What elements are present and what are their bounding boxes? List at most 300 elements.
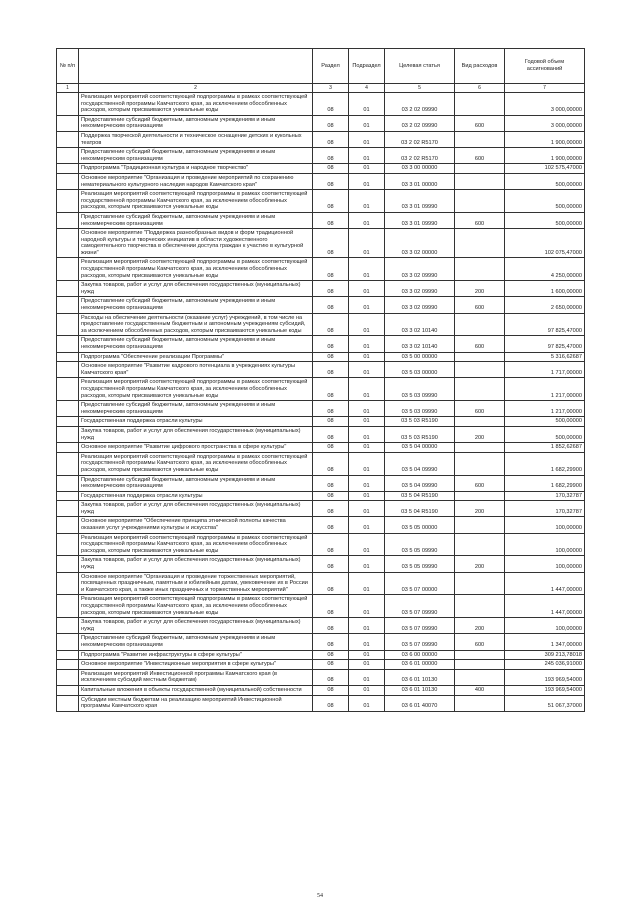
table-row [57, 517, 585, 533]
table-row [57, 650, 585, 660]
row-num-cell [57, 417, 79, 427]
row-razdel-cell: 08 [313, 556, 349, 572]
row-vr-cell: 200 [455, 556, 505, 572]
row-sum-cell: 500,00000 [505, 426, 585, 442]
row-name-cell: Основное мероприятие "Развитие цифрового пространства в сфере культуры" [79, 443, 313, 453]
row-num-cell [57, 491, 79, 501]
row-csr-cell: 03 5 03 09990 [385, 378, 455, 401]
row-vr-cell: 600 [455, 401, 505, 417]
table-row [57, 695, 585, 711]
col-number: 7 [505, 84, 585, 93]
table-row [57, 669, 585, 685]
row-razdel-cell: 08 [313, 443, 349, 453]
row-razdel-cell: 08 [313, 452, 349, 475]
col-number: 4 [349, 84, 385, 93]
row-csr-cell: 03 3 00 00000 [385, 164, 455, 174]
row-name-cell: Предоставление субсидий бюджетным, автономным учреждениям и иным некоммерческим организациям [79, 212, 313, 228]
row-name-cell: Государственная поддержка отрасли культуры [79, 417, 313, 427]
row-vr-cell [455, 258, 505, 281]
row-num-cell [57, 148, 79, 164]
row-csr-cell: 03 3 01 09990 [385, 190, 455, 213]
row-name-cell: Реализация мероприятий соответствующей подпрограммы в рамках соответствующей государственной программы Камчатского края, за исключением обособленных расходов, которым присваиваются уникальные коды [79, 190, 313, 213]
row-csr-cell: 03 5 07 00000 [385, 572, 455, 595]
row-vr-cell [455, 650, 505, 660]
row-sum-cell: 1 900,00000 [505, 131, 585, 147]
row-name-cell: Поддержка творческой деятельности и техническое оснащение детских и кукольных театров [79, 131, 313, 147]
table-row [57, 148, 585, 164]
row-csr-cell: 03 3 02 10140 [385, 336, 455, 352]
row-num-cell [57, 517, 79, 533]
row-razdel-cell: 08 [313, 417, 349, 427]
header-csr: Целевая статья [385, 49, 455, 84]
row-razdel-cell: 08 [313, 281, 349, 297]
row-csr-cell: 03 5 03 09990 [385, 401, 455, 417]
row-csr-cell: 03 5 05 09990 [385, 533, 455, 556]
row-sum-cell: 1 447,00000 [505, 572, 585, 595]
table-row [57, 533, 585, 556]
row-razdel-cell: 08 [313, 685, 349, 695]
row-name-cell: Предоставление субсидий бюджетным, автономным учреждениям и иным некоммерческим организациям [79, 475, 313, 491]
row-podrazdel-cell: 01 [349, 417, 385, 427]
row-podrazdel-cell: 01 [349, 595, 385, 618]
row-razdel-cell: 08 [313, 173, 349, 189]
row-vr-cell: 600 [455, 634, 505, 650]
row-num-cell [57, 618, 79, 634]
row-csr-cell: 03 6 00 00000 [385, 650, 455, 660]
row-razdel-cell: 08 [313, 660, 349, 670]
row-vr-cell [455, 695, 505, 711]
row-podrazdel-cell: 01 [349, 475, 385, 491]
budget-table [56, 48, 585, 712]
row-num-cell [57, 378, 79, 401]
row-podrazdel-cell: 01 [349, 297, 385, 313]
table-row [57, 336, 585, 352]
row-razdel-cell: 08 [313, 695, 349, 711]
row-razdel-cell: 08 [313, 669, 349, 685]
row-num-cell [57, 401, 79, 417]
row-podrazdel-cell: 01 [349, 685, 385, 695]
table-row [57, 229, 585, 258]
table-row [57, 426, 585, 442]
row-num-cell [57, 313, 79, 336]
row-name-cell: Основное мероприятие "Организация и проведение торжественных мероприятий, посвященных праздничным, памятным и юбилейным датам, увековечение их в России и Камчатского края, а также иных праздничных и торжественных мероприятий" [79, 572, 313, 595]
row-name-cell: Закупка товаров, работ и услуг для обеспечения государственных (муниципальных) нужд [79, 281, 313, 297]
row-num-cell [57, 352, 79, 362]
row-vr-cell: 400 [455, 685, 505, 695]
row-name-cell: Реализация мероприятий соответствующей подпрограммы в рамках соответствующей государственной программы Камчатского края, за исключением обособленных расходов, которым присваиваются уникальные коды [79, 378, 313, 401]
row-sum-cell: 1 682,29900 [505, 452, 585, 475]
row-csr-cell: 03 5 07 09990 [385, 618, 455, 634]
row-vr-cell [455, 595, 505, 618]
row-num-cell [57, 362, 79, 378]
row-num-cell [57, 669, 79, 685]
row-name-cell: Реализация мероприятий соответствующей подпрограммы в рамках соответствующей государственной программы Камчатского края, за исключением обособленных расходов, которым присваиваются уникальные коды [79, 452, 313, 475]
row-podrazdel-cell: 01 [349, 173, 385, 189]
row-num-cell [57, 650, 79, 660]
row-razdel-cell: 08 [313, 352, 349, 362]
table-row [57, 634, 585, 650]
row-podrazdel-cell: 01 [349, 426, 385, 442]
row-name-cell: Субсидии местным бюджетам на реализацию мероприятий Инвестиционной программы Камчатского края [79, 695, 313, 711]
row-name-cell: Закупка товаров, работ и услуг для обеспечения государственных (муниципальных) нужд [79, 556, 313, 572]
header-podrazdel: Подраздел [349, 49, 385, 84]
row-name-cell: Государственная поддержка отрасли культуры [79, 491, 313, 501]
row-razdel-cell: 08 [313, 229, 349, 258]
table-row [57, 190, 585, 213]
row-csr-cell: 03 5 05 09990 [385, 556, 455, 572]
table-row [57, 164, 585, 174]
row-num-cell [57, 426, 79, 442]
row-razdel-cell: 08 [313, 313, 349, 336]
row-podrazdel-cell: 01 [349, 258, 385, 281]
row-vr-cell [455, 533, 505, 556]
row-vr-cell: 600 [455, 148, 505, 164]
row-csr-cell: 03 5 07 09990 [385, 595, 455, 618]
row-vr-cell [455, 517, 505, 533]
row-podrazdel-cell: 01 [349, 650, 385, 660]
row-podrazdel-cell: 01 [349, 281, 385, 297]
row-csr-cell: 03 3 02 00000 [385, 229, 455, 258]
row-name-cell: Подпрограмма "Обеспечение реализации Программы" [79, 352, 313, 362]
row-csr-cell: 03 5 00 00000 [385, 352, 455, 362]
row-sum-cell: 100,00000 [505, 533, 585, 556]
row-name-cell: Реализация мероприятий соответствующей подпрограммы в рамках соответствующей государственной программы Камчатского края, за исключением обособленных расходов, которым присваиваются уникальные коды [79, 93, 313, 116]
row-name-cell: Капитальные вложения в объекты государственной (муниципальной) собственности [79, 685, 313, 695]
table-row [57, 93, 585, 116]
row-vr-cell [455, 131, 505, 147]
row-num-cell [57, 164, 79, 174]
row-csr-cell: 03 5 04 R5190 [385, 491, 455, 501]
row-num-cell [57, 501, 79, 517]
row-name-cell: Основное мероприятие "Инвестиционные мероприятия в сфере культуры" [79, 660, 313, 670]
row-name-cell: Закупка товаров, работ и услуг для обеспечения государственных (муниципальных) нужд [79, 618, 313, 634]
header-sum: Годовой объем ассигнований [505, 49, 585, 84]
table-row [57, 401, 585, 417]
row-sum-cell: 1 217,00000 [505, 378, 585, 401]
row-csr-cell: 03 5 04 R5190 [385, 501, 455, 517]
row-csr-cell: 03 6 01 40070 [385, 695, 455, 711]
row-sum-cell: 193 969,54000 [505, 669, 585, 685]
table-row [57, 115, 585, 131]
row-razdel-cell: 08 [313, 533, 349, 556]
row-sum-cell: 1 852,62687 [505, 443, 585, 453]
row-razdel-cell: 08 [313, 650, 349, 660]
row-num-cell [57, 660, 79, 670]
budget-sheet [56, 48, 584, 712]
row-csr-cell: 03 5 07 09990 [385, 634, 455, 650]
row-num-cell [57, 556, 79, 572]
row-sum-cell: 170,32787 [505, 501, 585, 517]
row-podrazdel-cell: 01 [349, 669, 385, 685]
row-sum-cell: 500,00000 [505, 417, 585, 427]
row-sum-cell: 1 717,00000 [505, 362, 585, 378]
row-name-cell: Подпрограмма "Развитие инфраструктуры в сфере культуры" [79, 650, 313, 660]
header-vr: Вид расходов [455, 49, 505, 84]
row-podrazdel-cell: 01 [349, 212, 385, 228]
row-vr-cell: 600 [455, 336, 505, 352]
row-csr-cell: 03 5 03 R5190 [385, 426, 455, 442]
row-name-cell: Основное мероприятие "Организация и проведение мероприятий по сохранению нематериального культурного наследия народов Камчатского края" [79, 173, 313, 189]
row-name-cell: Предоставление субсидий бюджетным, автономным учреждениям и иным некоммерческим организациям [79, 401, 313, 417]
row-num-cell [57, 533, 79, 556]
row-razdel-cell: 08 [313, 378, 349, 401]
header-name [79, 49, 313, 84]
row-name-cell: Реализация мероприятий Инвестиционной программы Камчатского края (в исключением субсидий местным бюджетам) [79, 669, 313, 685]
table-row [57, 313, 585, 336]
row-vr-cell [455, 164, 505, 174]
header-razdel: Раздел [313, 49, 349, 84]
row-vr-cell [455, 660, 505, 670]
table-row [57, 417, 585, 427]
row-num-cell [57, 131, 79, 147]
row-vr-cell: 600 [455, 212, 505, 228]
table-row [57, 212, 585, 228]
row-sum-cell: 170,32787 [505, 491, 585, 501]
row-razdel-cell: 08 [313, 401, 349, 417]
row-razdel-cell: 08 [313, 131, 349, 147]
row-num-cell [57, 695, 79, 711]
row-csr-cell: 03 3 02 09990 [385, 297, 455, 313]
row-sum-cell: 102 075,47000 [505, 229, 585, 258]
row-num-cell [57, 115, 79, 131]
row-num-cell [57, 297, 79, 313]
table-row [57, 297, 585, 313]
row-csr-cell: 03 5 03 00000 [385, 362, 455, 378]
row-csr-cell: 03 3 02 09990 [385, 258, 455, 281]
row-podrazdel-cell: 01 [349, 164, 385, 174]
row-razdel-cell: 08 [313, 475, 349, 491]
row-sum-cell: 100,00000 [505, 517, 585, 533]
row-num-cell [57, 572, 79, 595]
table-body [57, 93, 585, 712]
row-csr-cell: 03 5 04 09990 [385, 452, 455, 475]
row-num-cell [57, 173, 79, 189]
col-number: 5 [385, 84, 455, 93]
row-sum-cell: 100,00000 [505, 618, 585, 634]
row-podrazdel-cell: 01 [349, 190, 385, 213]
col-number: 2 [79, 84, 313, 93]
row-vr-cell [455, 452, 505, 475]
table-row [57, 475, 585, 491]
row-podrazdel-cell: 01 [349, 336, 385, 352]
row-podrazdel-cell: 01 [349, 362, 385, 378]
row-sum-cell: 100,00000 [505, 556, 585, 572]
row-csr-cell: 03 3 01 00000 [385, 173, 455, 189]
row-podrazdel-cell: 01 [349, 634, 385, 650]
row-csr-cell: 03 2 02 R5170 [385, 148, 455, 164]
row-vr-cell: 600 [455, 475, 505, 491]
row-num-cell [57, 336, 79, 352]
table-row [57, 556, 585, 572]
row-num-cell [57, 93, 79, 116]
col-number: 1 [57, 84, 79, 93]
row-vr-cell [455, 572, 505, 595]
row-num-cell [57, 229, 79, 258]
row-csr-cell: 03 5 04 09990 [385, 475, 455, 491]
row-csr-cell: 03 5 03 R5190 [385, 417, 455, 427]
row-sum-cell: 3 000,00000 [505, 93, 585, 116]
row-razdel-cell: 08 [313, 190, 349, 213]
page-number: 54 [317, 893, 323, 899]
row-name-cell: Предоставление субсидий бюджетным, автономным учреждениям и иным некоммерческим организациям [79, 336, 313, 352]
row-podrazdel-cell: 01 [349, 115, 385, 131]
row-sum-cell: 1 682,29900 [505, 475, 585, 491]
table-row [57, 685, 585, 695]
row-vr-cell [455, 362, 505, 378]
row-vr-cell: 200 [455, 426, 505, 442]
row-csr-cell: 03 6 01 00000 [385, 660, 455, 670]
row-sum-cell: 97 825,47000 [505, 313, 585, 336]
row-podrazdel-cell: 01 [349, 229, 385, 258]
row-name-cell: Расходы на обеспечение деятельности (оказание услуг) учреждений, в том числе на предоставление государственным бюджетным и автономным учреждениям субсидий, за исключением обособленных расходов, которым присваиваются уникальные коды [79, 313, 313, 336]
row-podrazdel-cell: 01 [349, 148, 385, 164]
row-csr-cell: 03 3 01 09990 [385, 212, 455, 228]
row-razdel-cell: 08 [313, 115, 349, 131]
row-vr-cell [455, 93, 505, 116]
row-vr-cell [455, 352, 505, 362]
col-number: 3 [313, 84, 349, 93]
row-vr-cell [455, 443, 505, 453]
row-podrazdel-cell: 01 [349, 618, 385, 634]
row-razdel-cell: 08 [313, 362, 349, 378]
row-name-cell: Основное мероприятие "Поддержка разнообразных видов и форм традиционной народной культуры и творческих инициатив в области художественного самодеятельного творчества в обеспечении доступа граждан к участию в культурной жизни" [79, 229, 313, 258]
row-csr-cell: 03 5 04 00000 [385, 443, 455, 453]
row-razdel-cell: 08 [313, 212, 349, 228]
row-name-cell: Предоставление субсидий бюджетным, автономным учреждениям и иным некоммерческим организациям [79, 297, 313, 313]
row-vr-cell [455, 378, 505, 401]
table-header-row [57, 49, 585, 84]
row-podrazdel-cell: 01 [349, 443, 385, 453]
table-row [57, 173, 585, 189]
table-row [57, 452, 585, 475]
row-csr-cell: 03 6 01 10130 [385, 669, 455, 685]
row-razdel-cell: 08 [313, 618, 349, 634]
row-vr-cell [455, 417, 505, 427]
table-row [57, 572, 585, 595]
row-name-cell: Предоставление субсидий бюджетным, автономным учреждениям и иным некоммерческим организациям [79, 115, 313, 131]
row-podrazdel-cell: 01 [349, 401, 385, 417]
row-vr-cell [455, 313, 505, 336]
row-sum-cell: 3 000,00000 [505, 115, 585, 131]
row-sum-cell: 500,00000 [505, 212, 585, 228]
row-razdel-cell: 08 [313, 336, 349, 352]
row-podrazdel-cell: 01 [349, 572, 385, 595]
row-name-cell: Реализация мероприятий соответствующей подпрограммы в рамках соответствующей государственной программы Камчатского края, за исключением обособленных расходов, которым присваиваются уникальные коды [79, 595, 313, 618]
row-podrazdel-cell: 01 [349, 517, 385, 533]
table-row [57, 618, 585, 634]
row-sum-cell: 309 213,78018 [505, 650, 585, 660]
row-csr-cell: 03 2 02 09990 [385, 93, 455, 116]
row-vr-cell: 600 [455, 115, 505, 131]
row-num-cell [57, 190, 79, 213]
row-razdel-cell: 08 [313, 258, 349, 281]
row-sum-cell: 1 447,00000 [505, 595, 585, 618]
row-name-cell: Реализация мероприятий соответствующей подпрограммы в рамках соответствующей государственной программы Камчатского края, за исключением обособленных расходов, которым присваиваются уникальные коды [79, 258, 313, 281]
row-csr-cell: 03 6 01 10130 [385, 685, 455, 695]
row-name-cell: Закупка товаров, работ и услуг для обеспечения государственных (муниципальных) нужд [79, 501, 313, 517]
row-razdel-cell: 08 [313, 572, 349, 595]
table-row [57, 362, 585, 378]
row-podrazdel-cell: 01 [349, 556, 385, 572]
row-vr-cell: 200 [455, 281, 505, 297]
row-razdel-cell: 08 [313, 595, 349, 618]
row-num-cell [57, 685, 79, 695]
row-num-cell [57, 212, 79, 228]
row-csr-cell: 03 2 02 09990 [385, 115, 455, 131]
table-row [57, 491, 585, 501]
row-name-cell: Реализация мероприятий соответствующей подпрограммы в рамках соответствующей государственной программы Камчатского края, за исключением обособленных расходов, которым присваиваются уникальные коды [79, 533, 313, 556]
row-sum-cell: 193 969,54000 [505, 685, 585, 695]
row-sum-cell: 1 347,00000 [505, 634, 585, 650]
row-sum-cell: 102 575,47000 [505, 164, 585, 174]
row-name-cell: Основное мероприятие "Обеспечение принципа этнической полноты качества оказания услуг учреждениями культуры и искусства" [79, 517, 313, 533]
row-podrazdel-cell: 01 [349, 378, 385, 401]
row-razdel-cell: 08 [313, 297, 349, 313]
row-sum-cell: 5 316,62687 [505, 352, 585, 362]
row-sum-cell: 4 250,00000 [505, 258, 585, 281]
row-razdel-cell: 08 [313, 426, 349, 442]
table-row [57, 501, 585, 517]
row-podrazdel-cell: 01 [349, 695, 385, 711]
row-vr-cell [455, 491, 505, 501]
row-sum-cell: 97 825,47000 [505, 336, 585, 352]
row-name-cell: Подпрограмма "Традиционная культура и народное творчество" [79, 164, 313, 174]
row-vr-cell: 200 [455, 618, 505, 634]
row-razdel-cell: 08 [313, 517, 349, 533]
col-number: 6 [455, 84, 505, 93]
row-sum-cell: 500,00000 [505, 190, 585, 213]
row-podrazdel-cell: 01 [349, 93, 385, 116]
row-num-cell [57, 634, 79, 650]
row-name-cell: Закупка товаров, работ и услуг для обеспечения государственных (муниципальных) нужд [79, 426, 313, 442]
header-num: № п/п [57, 49, 79, 84]
row-podrazdel-cell: 01 [349, 131, 385, 147]
row-podrazdel-cell: 01 [349, 352, 385, 362]
row-podrazdel-cell: 01 [349, 491, 385, 501]
row-vr-cell [455, 669, 505, 685]
row-csr-cell: 03 3 02 09990 [385, 281, 455, 297]
row-sum-cell: 1 900,00000 [505, 148, 585, 164]
row-podrazdel-cell: 01 [349, 660, 385, 670]
row-podrazdel-cell: 01 [349, 313, 385, 336]
row-razdel-cell: 08 [313, 164, 349, 174]
row-vr-cell: 600 [455, 297, 505, 313]
table-row [57, 443, 585, 453]
table-row [57, 281, 585, 297]
table-row [57, 660, 585, 670]
table-row [57, 258, 585, 281]
row-razdel-cell: 08 [313, 491, 349, 501]
row-num-cell [57, 595, 79, 618]
row-num-cell [57, 258, 79, 281]
table-row [57, 378, 585, 401]
row-vr-cell [455, 190, 505, 213]
row-razdel-cell: 08 [313, 501, 349, 517]
row-csr-cell: 03 2 02 R5170 [385, 131, 455, 147]
row-razdel-cell: 08 [313, 634, 349, 650]
row-vr-cell [455, 229, 505, 258]
row-podrazdel-cell: 01 [349, 533, 385, 556]
row-name-cell: Основное мероприятие "Развитие кадрового потенциала в учреждениях культуры Камчатского края" [79, 362, 313, 378]
row-sum-cell: 51 067,37000 [505, 695, 585, 711]
row-name-cell: Предоставление субсидий бюджетным, автономным учреждениям и иным некоммерческим организациям [79, 148, 313, 164]
row-razdel-cell: 08 [313, 148, 349, 164]
row-vr-cell: 200 [455, 501, 505, 517]
row-num-cell [57, 281, 79, 297]
row-sum-cell: 2 650,00000 [505, 297, 585, 313]
row-razdel-cell: 08 [313, 93, 349, 116]
row-csr-cell: 03 3 02 10140 [385, 313, 455, 336]
